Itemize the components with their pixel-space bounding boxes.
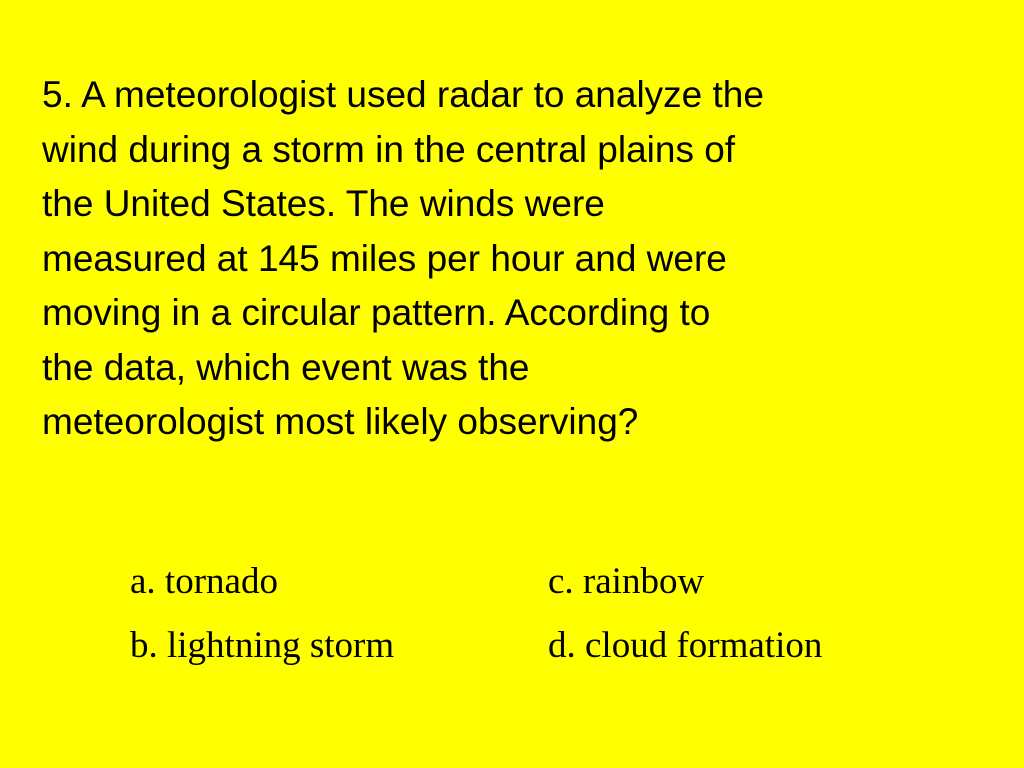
answer-choices [130,554,990,682]
answer-row [130,618,990,682]
question-line: measured at 145 miles per hour and were [42,237,727,279]
question-line: the data, which event was the [42,346,530,388]
answer-row [130,554,990,618]
question-line: moving in a circular pattern. According to [42,292,711,333]
answer-option-b: b. lightning storm [130,625,395,666]
question-line: the United States. The winds were [42,183,605,224]
question-line: meteorologist most likely observing? [42,401,639,442]
answer-option-d: d. cloud formation [548,625,823,666]
answer-option-a: a. tornado [130,561,278,602]
question-line: wind during a storm in the central plains of [42,128,736,170]
answer-option-c: c. rainbow [548,561,705,602]
question-text [42,68,1005,450]
question-line: 5. A meteorologist used radar to analyze the [42,74,764,115]
